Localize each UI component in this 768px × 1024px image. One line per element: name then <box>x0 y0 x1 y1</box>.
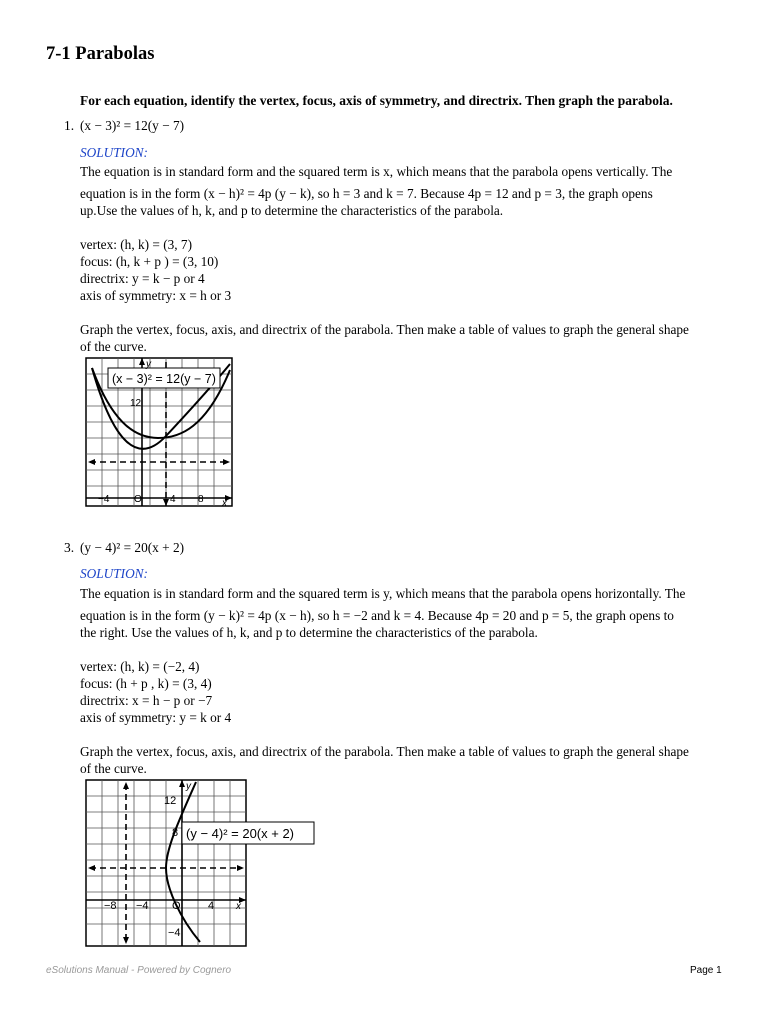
focus-line: focus: (h + p , k) = (3, 4) <box>80 676 212 691</box>
y-axis-label: y <box>146 359 151 370</box>
graph-instruction: of the curve. <box>80 339 147 354</box>
footer-left: eSolutions Manual - Powered by Cognero <box>46 965 232 976</box>
tick-label: 12 <box>130 398 142 409</box>
problem-equation: (x − 3)² = 12(y − 7) <box>80 118 185 133</box>
tick-label: 8 <box>198 494 204 505</box>
graph-instruction: Graph the vertex, focus, axis, and directrix of the parabola. Then make a table of values to graph the general shape <box>80 322 689 337</box>
tick-label: −8 <box>104 900 117 912</box>
tick-label: −4 <box>136 900 149 912</box>
x-axis-label: x <box>236 901 241 912</box>
page-number: Page 1 <box>690 965 722 976</box>
focus-line: focus: (h, k + p ) = (3, 10) <box>80 254 219 269</box>
tick-label: −4 <box>168 927 181 939</box>
vertex-line: vertex: (h, k) = (−2, 4) <box>80 659 200 674</box>
graph-label: (y − 4)² = 20(x + 2) <box>186 826 295 841</box>
origin-label: O <box>172 900 181 912</box>
x-axis-label: x <box>222 498 227 509</box>
graph-instruction: of the curve. <box>80 761 147 776</box>
vertex-line: vertex: (h, k) = (3, 7) <box>80 237 192 252</box>
solution-line: equation is in the form (x − h)² = 4p (y − k), so h = 3 and k = 7. Because 4p = 12 and p = 3, the graph opens <box>80 186 653 201</box>
solution-label: SOLUTION: <box>80 566 148 581</box>
tick-label: 12 <box>164 795 177 807</box>
graph-instruction: Graph the vertex, focus, axis, and directrix of the parabola. Then make a table of values to graph the general shape <box>80 744 689 759</box>
problem-number: 3. <box>64 540 75 555</box>
problem-equation: (y − 4)² = 20(x + 2) <box>80 540 185 555</box>
solution-line: The equation is in standard form and the squared term is y, which means that the parabola opens horizontally. The <box>80 586 686 601</box>
parabola-graph-1 <box>84 356 236 510</box>
directrix-line: directrix: y = k − p or 4 <box>80 271 205 286</box>
solution-line: up.Use the values of h, k, and p to determine the characteristics of the parabola. <box>80 203 504 218</box>
directrix-line: directrix: x = h − p or −7 <box>80 693 213 708</box>
solution-line: equation is in the form (y − k)² = 4p (x − h), so h = −2 and k = 4. Because 4p = 20 and p = 5, the graph opens to <box>80 608 674 623</box>
y-axis-label: y <box>186 781 191 792</box>
graph-label: (x − 3)² = 12(y − 7) <box>112 372 216 386</box>
solution-label: SOLUTION: <box>80 145 148 160</box>
tick-label: −4 <box>98 494 110 505</box>
tick-label: 4 <box>170 494 176 505</box>
tick-label: 8 <box>172 827 179 839</box>
origin-label: O <box>134 494 142 505</box>
axis-line: axis of symmetry: x = h or 3 <box>80 288 232 303</box>
page-title: 7-1 Parabolas <box>46 44 155 64</box>
axis-line: axis of symmetry: y = k or 4 <box>80 710 232 725</box>
problem-number: 1. <box>64 118 75 133</box>
tick-label: 4 <box>208 900 215 912</box>
solution-line: the right. Use the values of h, k, and p to determine the characteristics of the parabola. <box>80 625 538 640</box>
parabola-graph-2 <box>84 778 320 950</box>
solution-line: The equation is in standard form and the squared term is x, which means that the parabola opens vertically. The <box>80 164 673 179</box>
instructions: For each equation, identify the vertex, focus, axis of symmetry, and directrix. Then graph the parabola. <box>80 93 673 108</box>
